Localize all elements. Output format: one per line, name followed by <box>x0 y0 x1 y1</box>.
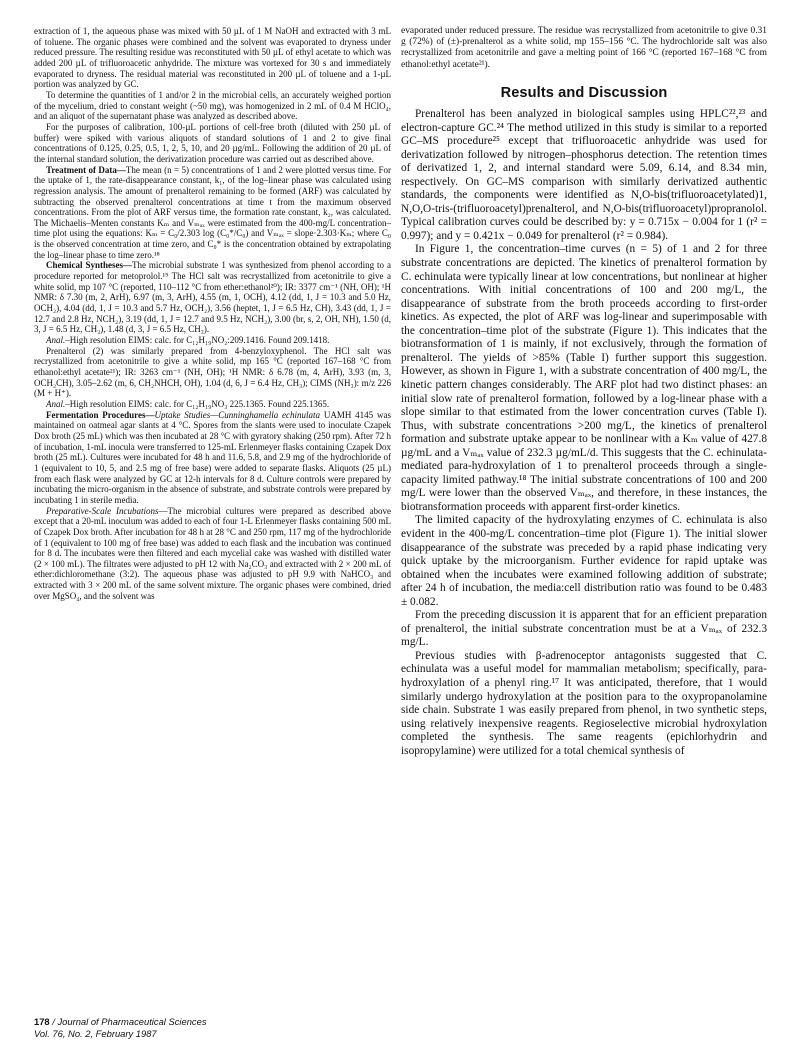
left-column <box>34 26 391 966</box>
right-column <box>401 26 767 976</box>
paragraph: evaporated under reduced pressure. The residue was recrystallized from acetonitrile to give 0.31 g (72%) of (±)-prenalterol as a white solid, mp 155–156 °C. The hydrochloride salt was also recrystallized from acetonitrile and gave a melting point of 166 °C (reported 167–168 °C from ethanol:ethyl acetate²¹). <box>401 26 767 70</box>
paragraph: The limited capacity of the hydroxylating enzymes of C. echinulata is also evident in the 400-mg/L concentration–time plot (Figure 1). The initial slower disappearance of the substrate was preceded by a rapid phase indicating very quick uptake by the microorganism. Further evidence for rapid uptake was obtained when the incubates were examined following addition of substrate; after 24 h of incubation, the media:cell distribution ratio was found to be 0.483 ± 0.082. <box>401 514 767 608</box>
paragraph: From the preceding discussion it is apparent that for an efficient preparation of prenalterol, the initial substrate concentration must be at a Vₘₐₓ of 232.3 mg/L. <box>401 609 767 649</box>
run-in-heading: Treatment of Data— <box>46 164 126 175</box>
paragraph: Fermentation Procedures—Uptake Studies—Cunninghamella echinulata UAMH 4145 was maintained on oatmeal agar slants at 4 °C. Spores from the slants were used to inoculate Czapek Dox broth (25 mL) which was then incubated at 28 °C with gyratory shaking (250 rpm). After 72 h of incubation, 1-mL inocula were transferred to 125-mL Erlenmeyer flasks containing Czapek Dox broth (25 mL). Cultures were incubated for 48 h and 11.6, 5.8, and 2.9 mg of the hydrochloride of 1 (equivalent to 10, 5, and 2.5 mg of free base) were added to separate flasks. Aliquots (25 µL) from each flask were analyzed by GC at 12-h intervals for 8 d. Culture controls were prepared by incubating the micro-organism in the absence of substrate, and substrate controls were prepared by incubating 1 in sterile media. <box>34 409 391 505</box>
paragraph: For the purposes of calibration, 100-µL portions of cell-free broth (diluted with 250 µL of buffer) were spiked with various aliquots of standard solutions of 1 and 2 to give final concentrations of 0.125, 0.25, 0.5, 1, 2, 5, 10, and 20 µg/mL. Following the addition of 20 µL of the internal standard solution, the derivatization procedure was carried out as described above. <box>34 121 391 164</box>
run-in-subheading: Anal. <box>46 398 66 409</box>
journal-volume: Vol. 76, No. 2, February 1987 <box>34 1027 157 1039</box>
paragraph: extraction of 1, the aqueous phase was mixed with 50 µL of 1 M NaOH and extracted with 3 mL of toluene. The organic phases were combined and the solvent was evaporated to dryness under reduced pressure. The resulting residue was reconstituted with 50 µL of ethyl acetate to which was added 200 µL of trifluoroacetic anhydride. The mixture was vortexed for 30 s and immediately evaporated to dryness. The residual material was reconstituted in 200 µL of toluene and a 1-µL portion was analyzed by GC. <box>34 26 391 90</box>
run-in-subheading: Anal. <box>46 335 66 346</box>
run-in-heading: Fermentation Procedures— <box>46 409 155 420</box>
page-number: 178 <box>34 1016 50 1027</box>
section-heading: Results and Discussion <box>500 84 668 101</box>
paragraph: In Figure 1, the concentration–time curves (n = 5) of 1 and 2 for three substrate concentrations are depicted. The kinetics of prenalterol formation by C. echinulata were typically linear at low concentrations, but nonlinear at higher concentrations. With initial concentrations of 100 and 200 mg/L, the disappearance of substrate from the broth proceeds according to first-order kinetics. As expected, the plot of ARF was log-linear and superimposable with the concentration–time plot of the substrate (Figure 1). This indicates that the biotransformation of 1 is mainly, if not exclusively, through the formation of prenalterol. The yields of >85% (Table I) further support this suggestion. However, as shown in Figure 1, with a substrate concentration of 400 mg/L, the kinetic pattern changes considerably. The ARF plot had two distinct phases: an initial slow rate of prenalterol formation, followed by a log-linear phase with a slope similar to that estimated from the lower concentration curves (Table I). Thus, with substrate concentrations >200 mg/L, the kinetics of prenalterol formation and substrate uptake appear to be nonlinear with a Kₘ value of 427.8 µg/mL and a Vₘₐₓ value of 232.3 µg/mL/d. This suggests that the C. echinulata-mediated para-hydroxylation of 1 to prenalterol proceeds through a single-capacity limited pathway.¹⁸ The initial substrate concentrations of 100 and 200 mg/L were lower than the observed Vₘₐₓ, and therefore, in these instances, the biotransformation proceeds with apparent first-order kinetics. <box>401 243 767 513</box>
paragraph: Anal.–High resolution EIMS: calc. for C₁₂H₁₉NO₂:209.1416. Found 209.1418. <box>46 335 330 346</box>
paragraph: Prenalterol has been analyzed in biological samples using HPLC²²,²³ and electron-capture GC.²⁴ The method utilized in this study is similar to a reported GC–MS procedure²⁵ except that trifluoroacetic anhydride was used for derivatization followed by nitrogen–phosphorus detection. The retention times of derivatized 1, 2, and internal standard were 5.09, 6.14, and 8.34 min, respectively. On GC–MS comparison with similarly derivatized authentic standards, the components were identified as N,O-bis(trifluoroacetylated)1, N,O,O-tris-(trifluoroacetyl)prenalterol, and N,O-bis(trifluoroacetyl)propranolol. Typical calibration curves could be described by: y = 0.715x − 0.004 for 1 (r² = 0.997); and y = 0.421x − 0.049 for prenalterol (r² = 0.984). <box>401 108 767 242</box>
run-in-heading: Chemical Syntheses— <box>46 260 132 271</box>
paragraph: Anal.–High resolution EIMS: calc. for C₁₂H₁₉NO₃ 225.1365. Found 225.1365. <box>46 398 330 409</box>
paragraph: Prenalterol (2) was similarly prepared from 4-benzyloxyphenol. The HCl salt was recrystallized from acetonitrile to give a white solid, mp 165 °C (reported 167–168 °C from ethanol:ethyl acetate²¹); IR: 3263 cm⁻¹ (NH, OH); ¹H NMR: δ 6.78 (m, 4, ArH), 3.93 (m, 3, OCH₂CH), 3.05–2.62 (m, 6, CH₂NHCH, OH), 1.04 (d, 6, J = 6.4 Hz, CH₃); CIMS (NH₃): m/z 226 (M + H⁺). <box>34 345 391 399</box>
paragraph: To determine the quantities of 1 and/or 2 in the microbial cells, an accurately weighed portion of the mycelium, dried to constant weight (~50 mg), was homogenized in 2 mL of 0.4 M HClO₄, and an aliquot of the supernatant phase was analyzed as described above. <box>34 89 391 122</box>
journal-name: / Journal of Pharmaceutical Sciences <box>49 1016 207 1027</box>
paragraph: Treatment of Data—The mean (n = 5) concentrations of 1 and 2 were plotted versus time. For the uptake of 1, the rate-disappearance constant, k₁, of the log–linear phase was calculated using regression analysis. The amount of prenalterol remaining to be formed (ARF) was calculated by subtracting the observed prenalterol concentrations at time t from the maximum observed concentrations. From the plot of ARF versus time, the formation rate constant, k₂, was calculated. The Michaelis–Menten constants Kₘ and Vₘₐₓ were estimated from the 400-mg/L concentration–time plot using the equations: Kₘ = C₀/2.303 log (C₀*/C₀) and Vₘₐₓ = slope·2.303·Kₘ; where C₀ is the observed concentration at time zero, and C₀* is the concentration obtained by extrapolating the log–linear phase to time zero.¹⁸ <box>34 164 391 260</box>
paragraph: Previous studies with β-adrenoceptor antagonists suggested that C. echinulata was a useful model for mammalian metabolism; specifically, para-hydroxylation of a phenyl ring.¹⁷ It was anticipated, therefore, that 1 would similarly undergo hydroxylation at the position para to the oxypropanolamine side chain. Substrate 1 was easily prepared from phenol, in two synthetic steps, using relatively inexpensive reagents. Regioselective microbial hydroxylation completed the synthesis. The same reagents (epichlorhydrin and isopropylamine) were utilized for a total chemical synthesis of <box>401 649 767 757</box>
run-in-subheading: Preparative-Scale Incubations <box>46 505 159 516</box>
page-footer <box>34 1016 394 1039</box>
paragraph: Chemical Syntheses—The microbial substrate 1 was synthesized from phenol according to a procedure reported for metoprolol.¹⁹ The HCl salt was recrystallized from acetonitrile to give a white solid, mp 107 °C (reported, 110–112 °C from ether:ethanol²⁰); IR: 3377 cm⁻¹ (NH, OH); ¹H NMR: δ 7.30 (m, 2, ArH), 6.97 (m, 3, ArH), 4.55 (m, 1, OCH), 4.12 (dd, 1, J = 10.3 and 5.0 Hz, OCH₂), 4.04 (dd, 1, J = 10.3 and 5.7 Hz, OCH₂), 3.56 (heptet, 1, J = 6.5 Hz, CH), 3.43 (dd, 1, J = 12.7 and 2.8 Hz, NCH₂), 3.19 (dd, 1, J = 12.7 and 9.5 Hz, NCH₂), 3.00 (br, s, 2, OH, NH), 1.50 (d, 3, J = 6.5 Hz, CH₃), 1.48 (d, 3, J = 6.5 Hz, CH₃). <box>34 260 391 335</box>
paragraph: Preparative-Scale Incubations—The microbial cultures were prepared as described above except that a 20-mL inoculum was added to each of four 1-L Erlenmeyer flasks containing 500 mL of Czapek Dox broth. After incubation for 48 h at 28 °C and 250 rpm, 117 mg of the hydrochloride of 1 (equivalent to 100 mg of free base) was added to each flask and the incubation was continued for 8 d. The incubates were then filtered and each mycelial cake was washed with distilled water (2 × 100 mL). The filtrates were adjusted to pH 12 with Na₂CO₃ and extracted with 2 × 200 mL of ether:dichloromethane (3:2). The aqueous phase was adjusted to pH 9.9 with NaHCO₃ and extracted with 3 × 200 mL of the same solvent mixture. The organic phases were combined, dried over MgSO₄, and the solvent was <box>34 505 391 601</box>
run-in-subheading: Uptake Studies—Cunninghamella echinulata <box>154 409 321 420</box>
footer-line-1 <box>34 1016 394 1028</box>
